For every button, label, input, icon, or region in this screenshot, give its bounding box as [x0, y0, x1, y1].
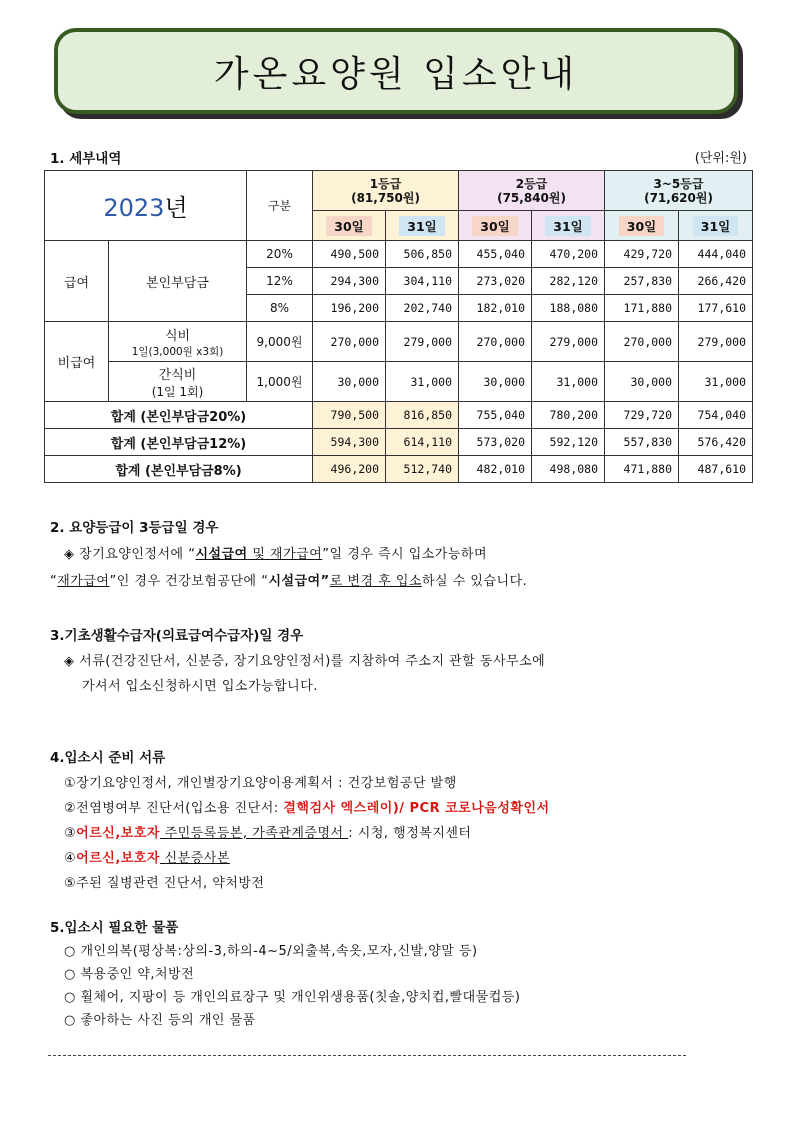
value-cell: 498,080 [532, 456, 605, 483]
value-cell: 471,880 [605, 456, 679, 483]
day-header: 31일 [679, 211, 753, 241]
gubun-header: 구분 [247, 171, 313, 241]
value-cell: 270,000 [605, 322, 679, 362]
rate-cell: 20% [247, 241, 313, 268]
value-cell: 470,200 [532, 241, 605, 268]
value-cell: 754,040 [679, 402, 753, 429]
day-header: 31일 [532, 211, 605, 241]
table-row [45, 402, 753, 429]
day-header: 31일 [386, 211, 459, 241]
value-cell: 196,200 [313, 295, 386, 322]
value-cell: 279,000 [679, 322, 753, 362]
value-cell: 30,000 [605, 362, 679, 402]
value-cell: 202,740 [386, 295, 459, 322]
section1-heading: 1. 세부내역 [50, 151, 122, 167]
value-cell: 790,500 [313, 402, 386, 429]
doc-item-4: ④어르신,보호자 신분증사본 [64, 851, 230, 866]
price-cell: 1,000원 [247, 362, 313, 402]
doc-item-3: ③어르신,보호자 주민등록등본, 가족관계증명서 : 시청, 행정복지센터 [64, 826, 472, 841]
bonin-cell: 본인부담금 [109, 241, 247, 322]
value-cell: 279,000 [532, 322, 605, 362]
table-row [45, 322, 753, 362]
value-cell: 594,300 [313, 429, 386, 456]
section4-heading: 4.입소시 준비 서류 [50, 750, 166, 766]
value-cell: 429,720 [605, 241, 679, 268]
price-cell: 9,000원 [247, 322, 313, 362]
year-cell: 2023년 [45, 171, 247, 241]
value-cell: 455,040 [459, 241, 532, 268]
table-row [45, 362, 753, 402]
grade3-header: 3~5등급 (71,620원) [605, 171, 753, 211]
day-header: 30일 [459, 211, 532, 241]
value-cell: 592,120 [532, 429, 605, 456]
doc-item-2: ②전염병여부 진단서(입소용 진단서: 결핵검사 엑스레이)/ PCR 코로나음성확인서 [64, 801, 550, 816]
doc-item-5: ⑤주된 질병관련 진단서, 약처방전 [64, 876, 265, 891]
value-cell: 487,610 [679, 456, 753, 483]
value-cell: 182,010 [459, 295, 532, 322]
value-cell: 576,420 [679, 429, 753, 456]
section3-heading: 3.기초생활수급자(의료급여수급자)일 경우 [50, 628, 304, 644]
value-cell: 30,000 [459, 362, 532, 402]
value-cell: 482,010 [459, 456, 532, 483]
value-cell: 294,300 [313, 268, 386, 295]
unit-label: (단위:원) [694, 151, 747, 166]
doc-item-1: ①장기요양인정서, 개인별장기요양이용계획서 : 건강보험공단 발행 [64, 776, 457, 791]
value-cell: 266,420 [679, 268, 753, 295]
bigeupyeo-cell: 비급여 [45, 322, 109, 402]
section3-line1: ◈ 서류(건강진단서, 신분증, 장기요양인정서)를 지참하여 주소지 관할 동사무소에 [64, 654, 546, 669]
supply-item: ○ 좋아하는 사진 등의 개인 물품 [64, 1013, 256, 1028]
section2-line2: “재가급여”인 경우 건강보험공단에 “시설급여”로 변경 후 입소하실 수 있습니다. [50, 574, 528, 589]
section5-heading: 5.입소시 필요한 물품 [50, 920, 179, 936]
dashed-divider [48, 1055, 686, 1056]
snack-cell: 간식비 (1일 1회) [109, 362, 247, 402]
sum-label: 합계 (본인부담금20%) [45, 402, 313, 429]
value-cell: 614,110 [386, 429, 459, 456]
grade1-header: 1등급 (81,750원) [313, 171, 459, 211]
table-row [45, 456, 753, 483]
geupyeo-cell: 급여 [45, 241, 109, 322]
day-header: 30일 [313, 211, 386, 241]
supply-item: ○ 복용중인 약,처방전 [64, 967, 195, 982]
value-cell: 780,200 [532, 402, 605, 429]
value-cell: 557,830 [605, 429, 679, 456]
value-cell: 506,850 [386, 241, 459, 268]
value-cell: 273,020 [459, 268, 532, 295]
value-cell: 31,000 [532, 362, 605, 402]
rate-cell: 12% [247, 268, 313, 295]
value-cell: 490,500 [313, 241, 386, 268]
value-cell: 31,000 [679, 362, 753, 402]
sum-label: 합계 (본인부담금8%) [45, 456, 313, 483]
value-cell: 512,740 [386, 456, 459, 483]
value-cell: 270,000 [313, 322, 386, 362]
rate-cell: 8% [247, 295, 313, 322]
supply-item: ○ 휠체어, 지팡이 등 개인의료장구 및 개인위생용품(칫솔,양치컵,빨대물컵등) [64, 990, 521, 1005]
value-cell: 30,000 [313, 362, 386, 402]
value-cell: 755,040 [459, 402, 532, 429]
section3-line2: 가셔서 입소신청하시면 입소가능합니다. [82, 679, 318, 694]
section2-heading: 2. 요양등급이 3등급일 경우 [50, 520, 219, 536]
grade2-header: 2등급 (75,840원) [459, 171, 605, 211]
value-cell: 270,000 [459, 322, 532, 362]
meal-cell: 식비 1일(3,000원 x3회) [109, 322, 247, 362]
table-row [45, 429, 753, 456]
value-cell: 279,000 [386, 322, 459, 362]
supply-item: ○ 개인의복(평상복:상의-3,하의-4~5/외출복,속옷,모자,신발,양말 등) [64, 944, 478, 959]
value-cell: 188,080 [532, 295, 605, 322]
value-cell: 304,110 [386, 268, 459, 295]
table-row [45, 241, 753, 268]
value-cell: 729,720 [605, 402, 679, 429]
value-cell: 496,200 [313, 456, 386, 483]
title-banner [54, 28, 738, 114]
value-cell: 282,120 [532, 268, 605, 295]
value-cell: 171,880 [605, 295, 679, 322]
page-title: 가온요양원 입소안내 [213, 53, 579, 95]
value-cell: 177,610 [679, 295, 753, 322]
fee-table [44, 170, 753, 483]
value-cell: 257,830 [605, 268, 679, 295]
sum-label: 합계 (본인부담금12%) [45, 429, 313, 456]
section2-line1: ◈ 장기요양인정서에 “시설급여 및 재가급여”일 경우 즉시 입소가능하며 [64, 547, 488, 562]
value-cell: 444,040 [679, 241, 753, 268]
value-cell: 31,000 [386, 362, 459, 402]
day-header: 30일 [605, 211, 679, 241]
value-cell: 573,020 [459, 429, 532, 456]
value-cell: 816,850 [386, 402, 459, 429]
